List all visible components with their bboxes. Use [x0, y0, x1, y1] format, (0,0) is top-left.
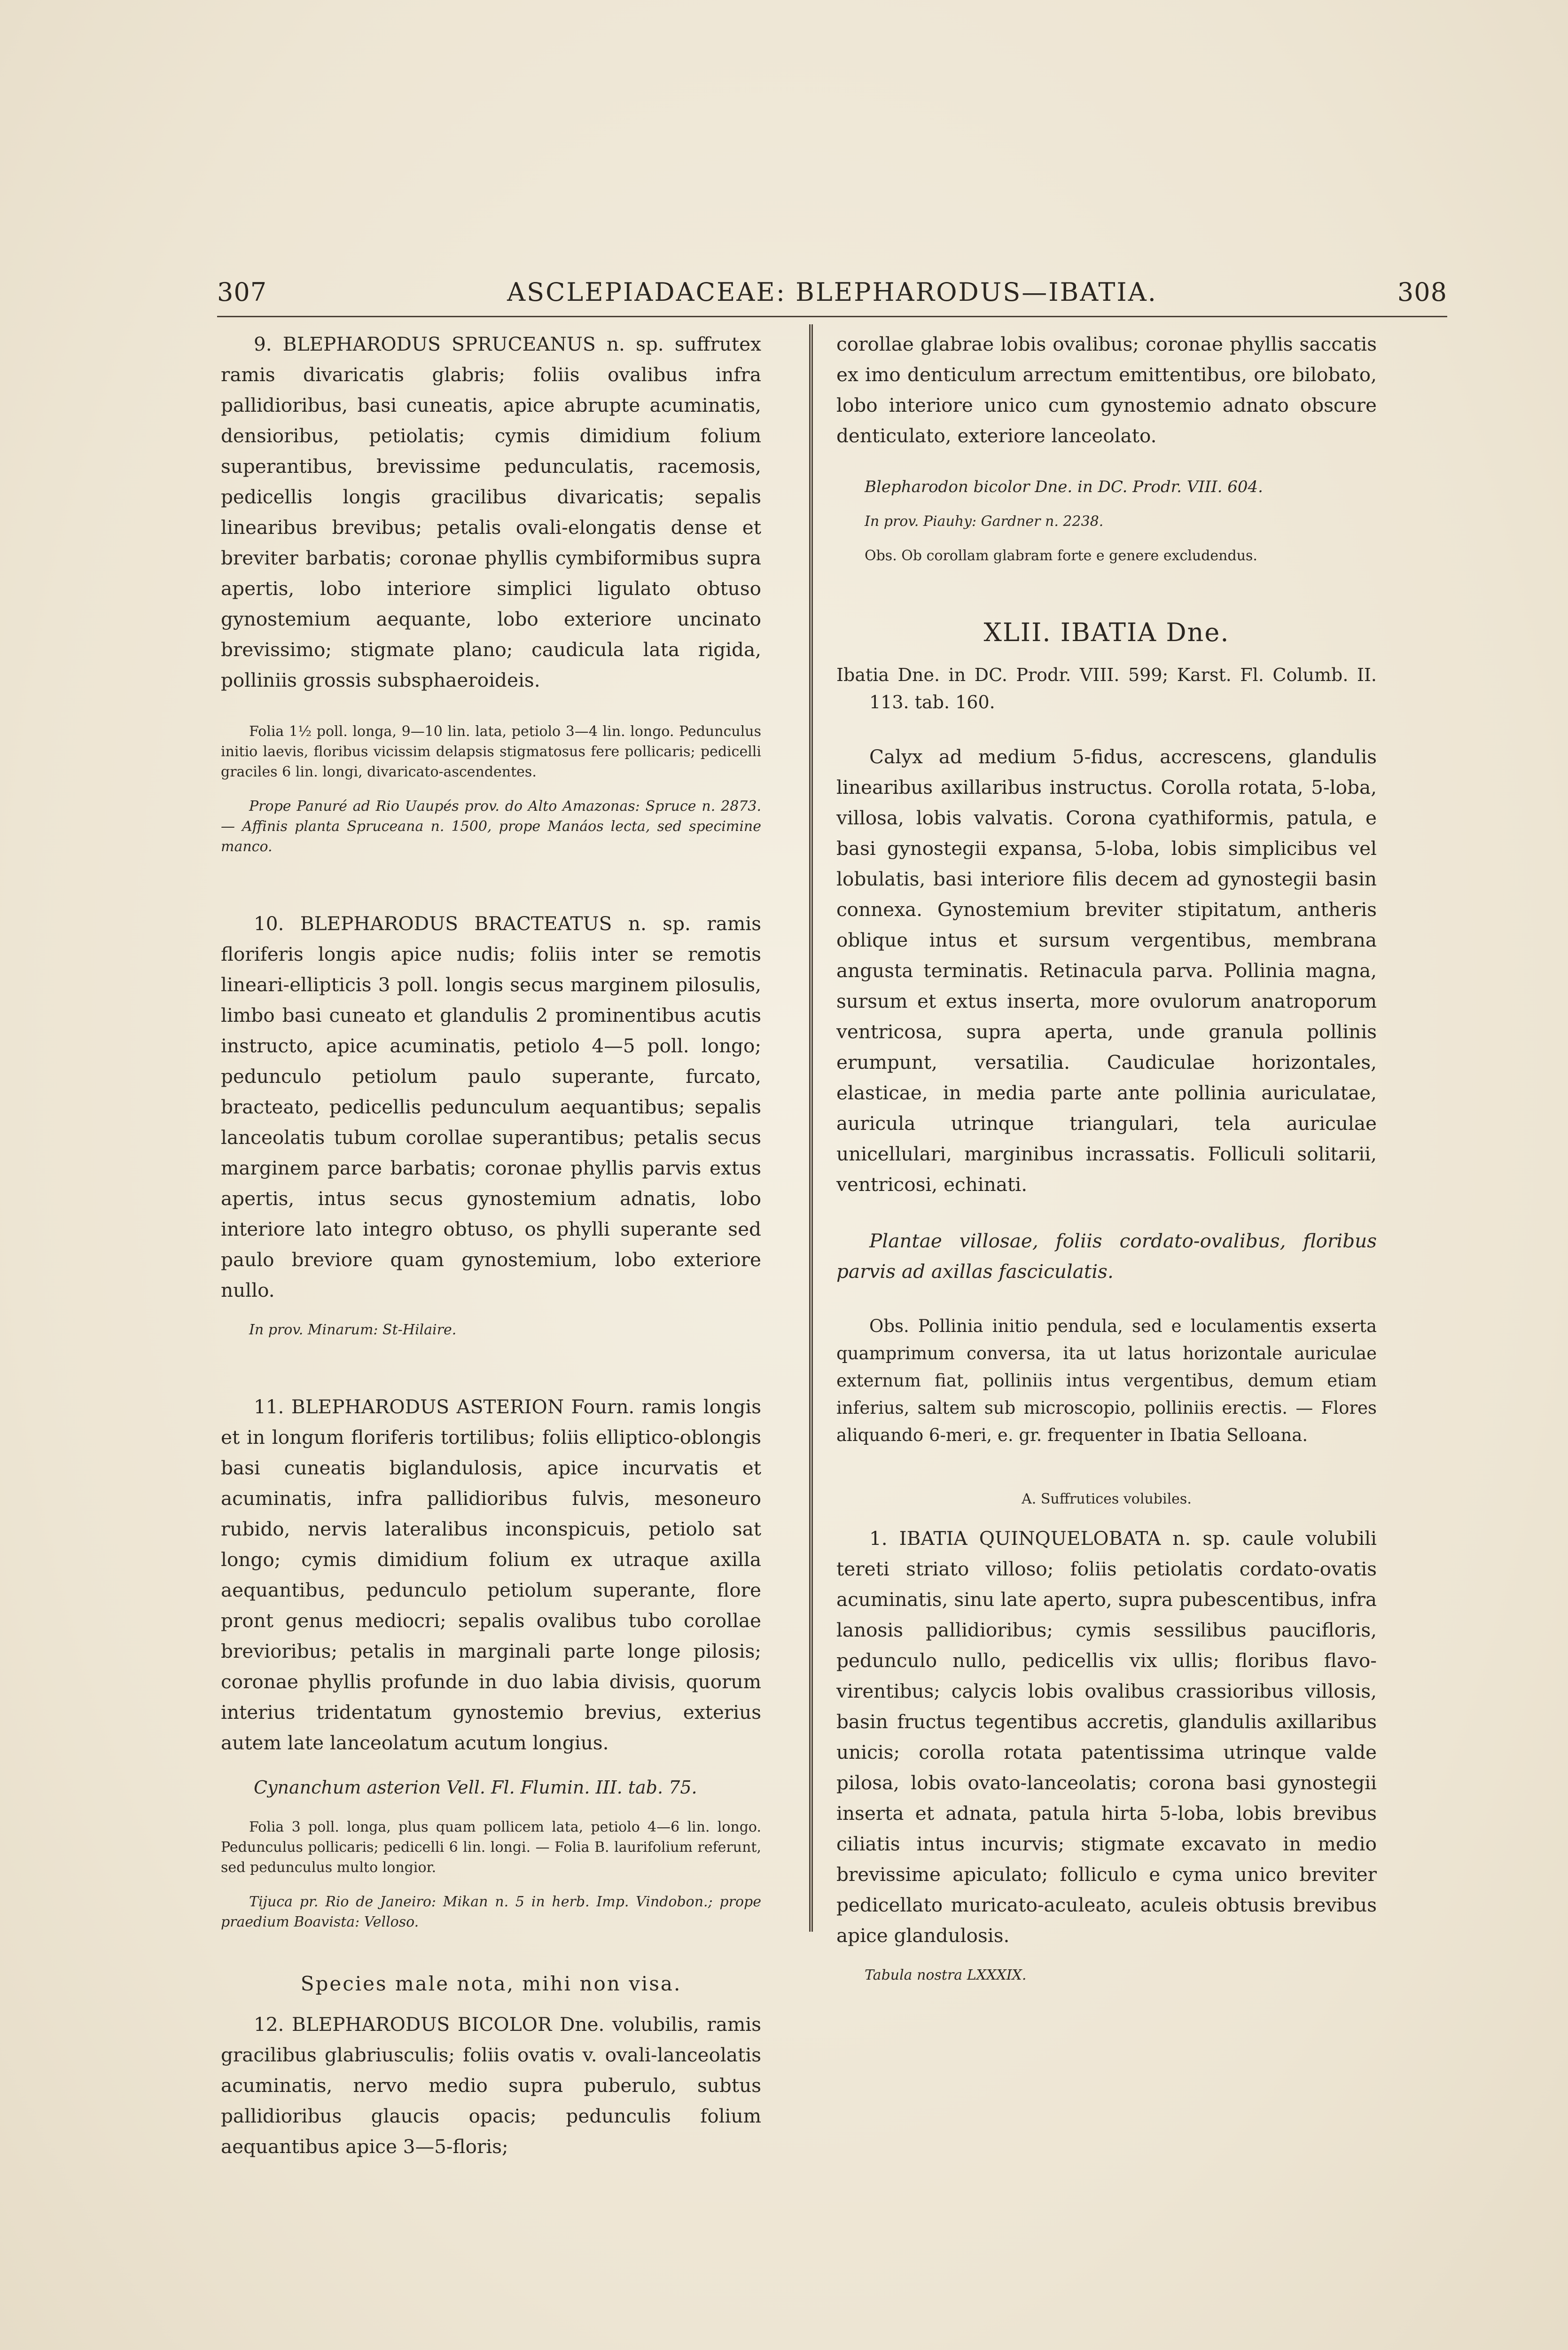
left-column [221, 329, 761, 2162]
species-12-synonym: Blepharodon bicolor Dne. in DC. Prodr. VIII. 604. [865, 478, 1263, 496]
section-heading: A. Suffrutices volubiles. [1022, 1491, 1192, 1507]
plate-reference: Tabula nostra LXXXIX. [865, 1967, 1027, 1983]
column-divider [809, 324, 813, 1932]
genus-habit: Plantae villosae, foliis cordato-ovalibus, floribus parvis ad axillas fasciculatis. [836, 1230, 1377, 1283]
species-12-obs: Obs. Ob corollam glabram forte e genere excludendus. [865, 548, 1257, 564]
species-12-description: 12. BLEPHARODUS BICOLOR Dne. volubilis, ramis gracilibus glabriusculis; foliis ovatis v. ovali-lanceolatis acuminatis, nervo medio supra puberulo, subtus pallidioribus glaucis opacis; pedunculis folium aequantibus apice 3—5-floris; [221, 2013, 761, 2158]
genus-obs: Obs. Pollinia initio pendula, sed e loculamentis exserta quamprimum conversa, ita ut latus horizontale auriculae externum fiat, polliniis intus vergentibus, demum etiam inferius, saltem sub microscopio, polliniis erectis. — Flores aliquando 6-meri, e. gr. frequenter in Ibatia Selloana. [836, 1316, 1377, 1445]
species-12-locality: In prov. Piauhy: Gardner n. 2238. [865, 513, 1104, 530]
running-title: ASCLEPIADACEAE: BLEPHARODUS—IBATIA. [507, 277, 1157, 307]
right-column [836, 329, 1377, 1985]
species-10-description: 10. BLEPHARODUS BRACTEATUS n. sp. ramis floriferis longis apice nudis; foliis inter se remotis lineari-ellipticis 3 poll. longis secus marginem pilosulis, limbo basi cuneato et glandulis 2 prominentibus acutis instructo, apice acuminatis, petiolo 4—5 poll. longo; pedunculo petiolum paulo superante, furcato, bracteato, pedicellis pedunculum aequantibus; sepalis lanceolatis tubum corollae superantibus; petalis secus marginem parce barbatis; coronae phyllis parvis extus apertis, intus secus gynostemium adnatis, lobo interiore lato integro obtuso, os phylli superante sed paulo breviore quam gynostemium, lobo exteriore nullo. [221, 912, 761, 1301]
species-12-continued: corollae glabrae lobis ovalibus; coronae phyllis saccatis ex imo denticulum arrectum emittentibus, ore bilobato, lobo interiore unico cum gynostemio adnato obscure denticulato, exteriore lanceolato. [836, 333, 1377, 447]
species-9-locality: Prope Panuré ad Rio Uaupés prov. do Alto Amazonas: Spruce n. 2873. — Affinis planta Spruceana n. 1500, prope Manáos lecta, sed specimine manco. [221, 798, 761, 855]
genus-title: XLII. IBATIA Dne. [983, 618, 1230, 647]
page-header [217, 277, 1447, 315]
ibatia-1-description: 1. IBATIA QUINQUELOBATA n. sp. caule volubili tereti striato villoso; foliis petiolatis cordato-ovatis acuminatis, sinu late aperto, supra pubescentibus, infra lanosis pallidioribus; cymis sessilibus paucifloris, pedunculo nullo, pedicellis vix ullis; floribus flavo-virentibus; calycis lobis ovalibus crassioribus villosis, basin fructus tegentibus accretis, glandulis axillaribus unicis; corolla rotata patentissima utrinque valde pilosa, lobis ovato-lanceolatis; corona basi gynostegii inserta et adnata, patula hirta 5-loba, lobis brevibus ciliatis intus incurvis; stigmate excavato in medio brevissime apiculato; folliculo e cyma unico breviter pedicellato muricato-aculeato, aculeis obtusis brevibus apice glandulosis. [836, 1527, 1377, 1947]
header-rule [217, 316, 1447, 317]
page-number-right: 308 [1397, 277, 1447, 307]
genus-description: Calyx ad medium 5-fidus, accrescens, glandulis linearibus axillaribus instructus. Corolla rotata, 5-loba, villosa, lobis valvatis. Corona cyathiformis, patula, e basi gynostegii expansa, 5-loba, lobis simplicibus vel lobulatis, basi interiore filis decem ad gynostegii basin connexa. Gynostemium breviter stipitatum, antheris oblique intus et sursum vergentibus, membrana angusta terminatis. Retinacula parva. Pollinia magna, sursum et extus inserta, more ovulorum anatroporum ventricosa, supra aperta, unde granula pollinis erumpunt, versatilia. Caudiculae horizontales, elasticae, in media parte ante pollinia auriculatae, auricula utrinque triangulari, tela auriculae unicellulari, marginibus incrassatis. Folliculi solitarii, ventricosi, echinati. [836, 745, 1377, 1196]
species-9-description: 9. BLEPHARODUS SPRUCEANUS n. sp. suffrutex ramis divaricatis glabris; foliis ovalibus infra pallidioribus, basi cuneatis, apice abrupte acuminatis, densioribus, petiolatis; cymis dimidium folium superantibus, brevissime pedunculatis, racemosis, pedicellis longis gracilibus divaricatis; sepalis linearibus brevibus; petalis ovali-elongatis dense et breviter barbatis; coronae phyllis cymbiformibus supra apertis, lobo interiore simplici ligulato obtuso gynostemium aequante, lobo exteriore uncinato brevissimo; stigmate plano; caudicula lata rigida, polliniis grossis subsphaeroideis. [221, 333, 761, 691]
species-11-synonym: Cynanchum asterion Vell. Fl. Flumin. III. tab. 75. [254, 1777, 697, 1798]
species-9-note: Folia 1½ poll. longa, 9—10 lin. lata, petiolo 3—4 lin. longo. Pedunculus initio laevis, floribus vicissim delapsis stigmatosus fere pollicaris; pedicelli graciles 6 lin. longi, divaricato-ascendentes. [221, 723, 761, 780]
species-10-locality: In prov. Minarum: St-Hilaire. [249, 1322, 457, 1338]
genus-reference: Ibatia Dne. in DC. Prodr. VIII. 599; Karst. Fl. Columb. II. 113. tab. 160. [836, 665, 1377, 713]
species-note: Species male nota, mihi non visa. [300, 1972, 682, 1995]
species-11-note: Folia 3 poll. longa, plus quam pollicem lata, petiolo 4—6 lin. longo. Pedunculus pollicaris; pedicelli 6 lin. longi. — Folia B. laurifolium referunt, sed pedunculus multo longior. [221, 1819, 761, 1876]
species-11-locality: Tijuca pr. Rio de Janeiro: Mikan n. 5 in herb. Imp. Vindobon.; prope praedium Boavista: Velloso. [221, 1894, 761, 1930]
page-number-left: 307 [217, 277, 267, 307]
species-11-description: 11. BLEPHARODUS ASTERION Fourn. ramis longis et in longum floriferis tortilibus; foliis elliptico-oblongis basi cuneatis biglandulosis, apice incurvatis et acuminatis, infra pallidioribus fulvis, mesoneuro rubido, nervis lateralibus inconspicuis, petiolo sat longo; cymis dimidium folium ex utraque axilla aequantibus, pedunculo petiolum superante, flore pront genus mediocri; sepalis ovalibus tubo corollae brevioribus; petalis in marginali parte longe pilosis; coronae phyllis profunde in duo labia divisis, quorum interius tridentatum gynostemio brevius, exterius autem late lanceolatum acutum longius. [221, 1395, 761, 1754]
